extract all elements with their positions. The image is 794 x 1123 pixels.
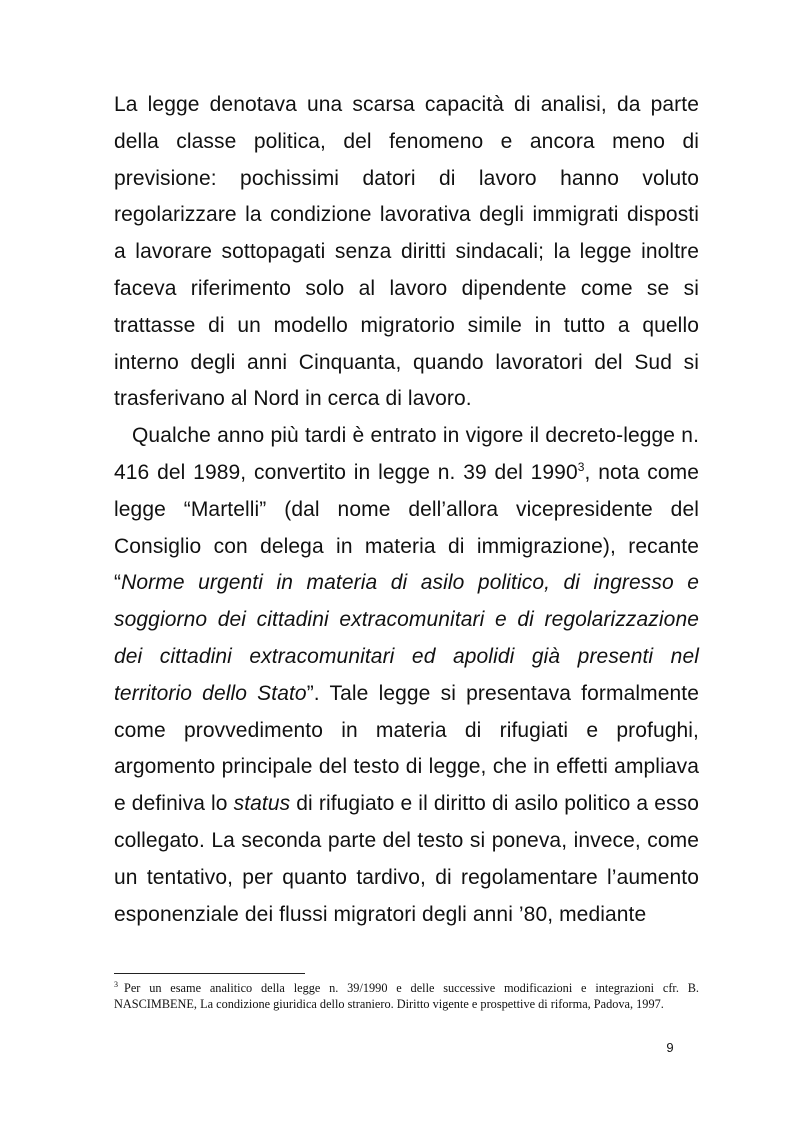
footnote-number: 3: [114, 979, 118, 989]
footnote-separator: [114, 973, 305, 974]
paragraph-1: La legge denotava una scarsa capacità di analisi, da parte della classe politica, del fenomeno e ancora meno di previsione: pochissimi datori di lavoro hanno voluto regolarizzare la condizione lavorativa degli immigrati disposti a lavorare sottopagati senza diritti sindacali; la legge inoltre faceva riferimento solo al lavoro dipendente come se si trattasse di un modello migratorio simile in tutto a quello interno degli anni Cinquanta, quando lavoratori del Sud si trasferivano al Nord in cerca di lavoro.: [114, 93, 699, 411]
footnote-reference[interactable]: 3: [577, 459, 585, 474]
status-italic: status: [233, 792, 291, 816]
page-number: 9: [666, 1040, 674, 1055]
footnote-text: Per un esame analitico della legge n. 39/1990 e delle successive modificazioni e integrazioni cfr. B. NASCIMBENE, La condizione giuridica dello straniero. Diritto vigente e prospettive di riforma, Padova, 1997.: [114, 981, 699, 1011]
paragraph-2-text-3: ”. Tale legge si presentava formalmente come provvedimento in materia di rifugiati e profughi, argomento principale del testo di legge, che in effetti ampliava e definiva lo: [114, 681, 699, 816]
paragraph-2-text-1: Qualche anno più tardi è entrato in vigore il decreto-legge n. 416 del 1989, convertito in legge n. 39 del 1990: [114, 424, 699, 484]
footnote: [114, 981, 699, 1012]
law-title-italic: Norme urgenti in materia di asilo politico, di ingresso e soggiorno dei cittadini extracomunitari e di regolarizzazione dei cittadini extracomunitari ed apolidi già presenti nel territorio dello Stato: [114, 571, 699, 705]
paragraph-2: [114, 418, 699, 933]
paragraph-2-text-4: di rifugiato e il diritto di asilo politico a esso collegato. La seconda parte del testo si poneva, invece, come un tentativo, per quanto tardivo, di regolamentare l’aumento esponenziale dei flussi migratori degli anni ’80, mediante: [114, 792, 700, 926]
paragraph-2-text-2: , nota come legge “Martelli” (dal nome dell’allora vicepresidente del Consiglio con delega in materia di immigrazione), recante “: [114, 460, 699, 595]
body-text: [114, 87, 699, 933]
